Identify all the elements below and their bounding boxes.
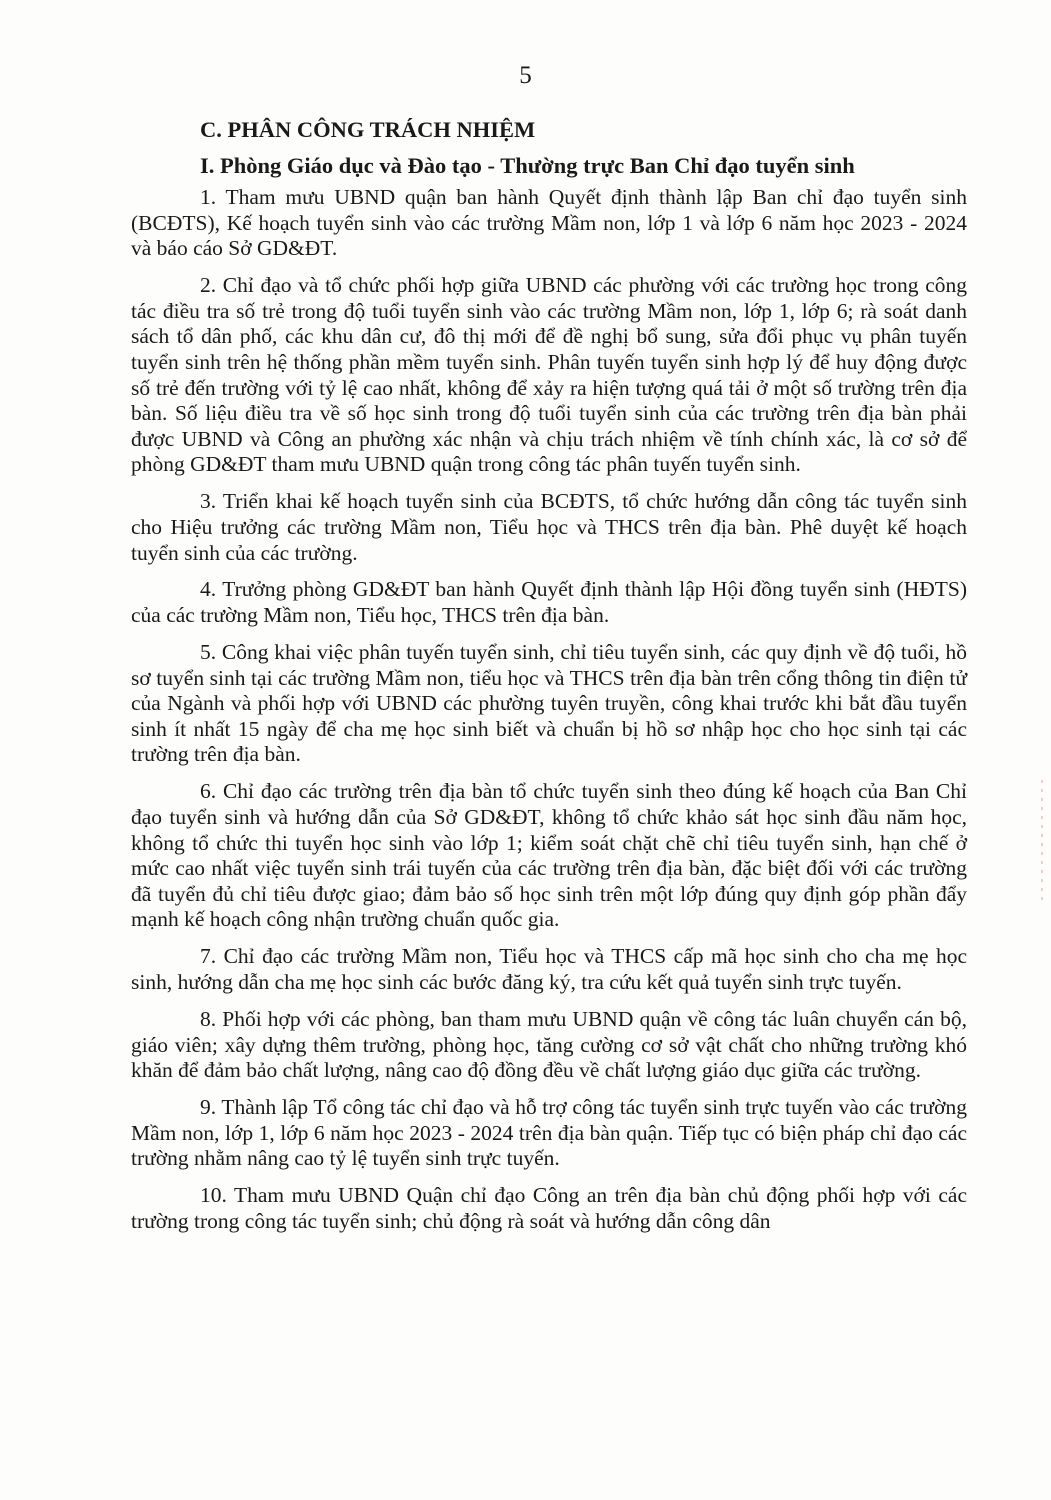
- document-body: [131, 115, 967, 1246]
- paragraph-2: 2. Chỉ đạo và tổ chức phối hợp giữa UBND các phường với các trường học trong công tác điều tra số trẻ trong độ tuổi tuyển sinh vào các trường Mầm non, lớp 1, lớp 6; rà soát danh sách tổ dân phố, các khu dân cư, đô thị mới để đề nghị bổ sung, sửa đổi phục vụ phân tuyến tuyển sinh trên hệ thống phần mềm tuyển sinh. Phân tuyến tuyển sinh hợp lý để huy động được số trẻ đến trường với tỷ lệ cao nhất, không để xảy ra hiện tượng quá tải ở một số trường trên địa bàn. Số liệu điều tra về số học sinh trong độ tuổi tuyển sinh của các trường trên địa bàn phải được UBND và Công an phường xác nhận và chịu trách nhiệm về tính chính xác, là cơ sở để phòng GD&ĐT tham mưu UBND quận trong công tác phân tuyến tuyển sinh.: [131, 273, 967, 477]
- paragraph-1: 1. Tham mưu UBND quận ban hành Quyết định thành lập Ban chỉ đạo tuyển sinh (BCĐTS), Kế hoạch tuyển sinh vào các trường Mầm non, lớp 1 và lớp 6 năm học 2023 - 2024 và báo cáo Sở GD&ĐT.: [131, 185, 967, 261]
- scan-edge-mark: [1041, 780, 1043, 900]
- page-number: 5: [519, 62, 532, 89]
- paragraph-4: 4. Trưởng phòng GD&ĐT ban hành Quyết định thành lập Hội đồng tuyển sinh (HĐTS) của các trường Mầm non, Tiểu học, THCS trên địa bàn.: [131, 577, 967, 628]
- section-heading: C. PHÂN CÔNG TRÁCH NHIỆM: [200, 117, 536, 142]
- paragraph-9: 9. Thành lập Tổ công tác chỉ đạo và hỗ trợ công tác tuyển sinh trực tuyến vào các trường Mầm non, lớp 1, lớp 6 năm học 2023 - 2024 trên địa bàn quận. Tiếp tục có biện pháp chỉ đạo các trường nhằm nâng cao tỷ lệ tuyển sinh trực tuyến.: [131, 1095, 967, 1171]
- paragraph-7: 7. Chỉ đạo các trường Mầm non, Tiểu học và THCS cấp mã học sinh cho cha mẹ học sinh, hướng dẫn cha mẹ học sinh các bước đăng ký, tra cứu kết quả tuyển sinh trực tuyến.: [131, 944, 967, 994]
- paragraph-8: 8. Phối hợp với các phòng, ban tham mưu UBND quận về công tác luân chuyển cán bộ, giáo viên; xây dựng thêm trường, phòng học, tăng cường cơ sở vật chất cho những trường khó khăn để đảm bảo chất lượng, nâng cao độ đồng đều về chất lượng giáo dục giữa các trường.: [131, 1006, 967, 1083]
- paragraph-5: 5. Công khai việc phân tuyến tuyển sinh, chỉ tiêu tuyển sinh, các quy định về độ tuổi, hồ sơ tuyển sinh tại các trường Mầm non, tiểu học và THCS trên địa bàn trên cổng thông tin điện tử của Ngành và phối hợp với UBND các phường tuyên truyền, công khai trước khi bắt đầu tuyển sinh ít nhất 15 ngày để cha mẹ học sinh biết và chuẩn bị hồ sơ nhập học cho học sinh tại các trường trên địa bàn.: [131, 640, 967, 767]
- paragraph-6: 6. Chỉ đạo các trường trên địa bàn tổ chức tuyển sinh theo đúng kế hoạch của Ban Chỉ đạo tuyển sinh và hướng dẫn của Sở GD&ĐT, không tổ chức khảo sát học sinh đầu năm học, không tổ chức thi tuyển học sinh vào lớp 1; kiểm soát chặt chẽ chỉ tiêu tuyển sinh, hạn chế ở mức cao nhất việc tuyển sinh trái tuyến của các trường trên địa bàn, đặc biệt đối với các trường đã tuyển đủ chỉ tiêu được giao; đảm bảo số học sinh trên một lớp đúng quy định góp phần đẩy mạnh kế hoạch công nhận trường chuẩn quốc gia.: [131, 779, 967, 932]
- paragraph-3: 3. Triển khai kế hoạch tuyển sinh của BCĐTS, tổ chức hướng dẫn công tác tuyển sinh cho Hiệu trưởng các trường Mầm non, Tiểu học và THCS trên địa bàn. Phê duyệt kế hoạch tuyển sinh của các trường.: [131, 489, 967, 565]
- subsection-heading: I. Phòng Giáo dục và Đào tạo - Thường trực Ban Chỉ đạo tuyển sinh: [200, 153, 855, 178]
- paragraph-10: 10. Tham mưu UBND Quận chỉ đạo Công an trên địa bàn chủ động phối hợp với các trường trong công tác tuyển sinh; chủ động rà soát và hướng dẫn công dân: [131, 1183, 967, 1233]
